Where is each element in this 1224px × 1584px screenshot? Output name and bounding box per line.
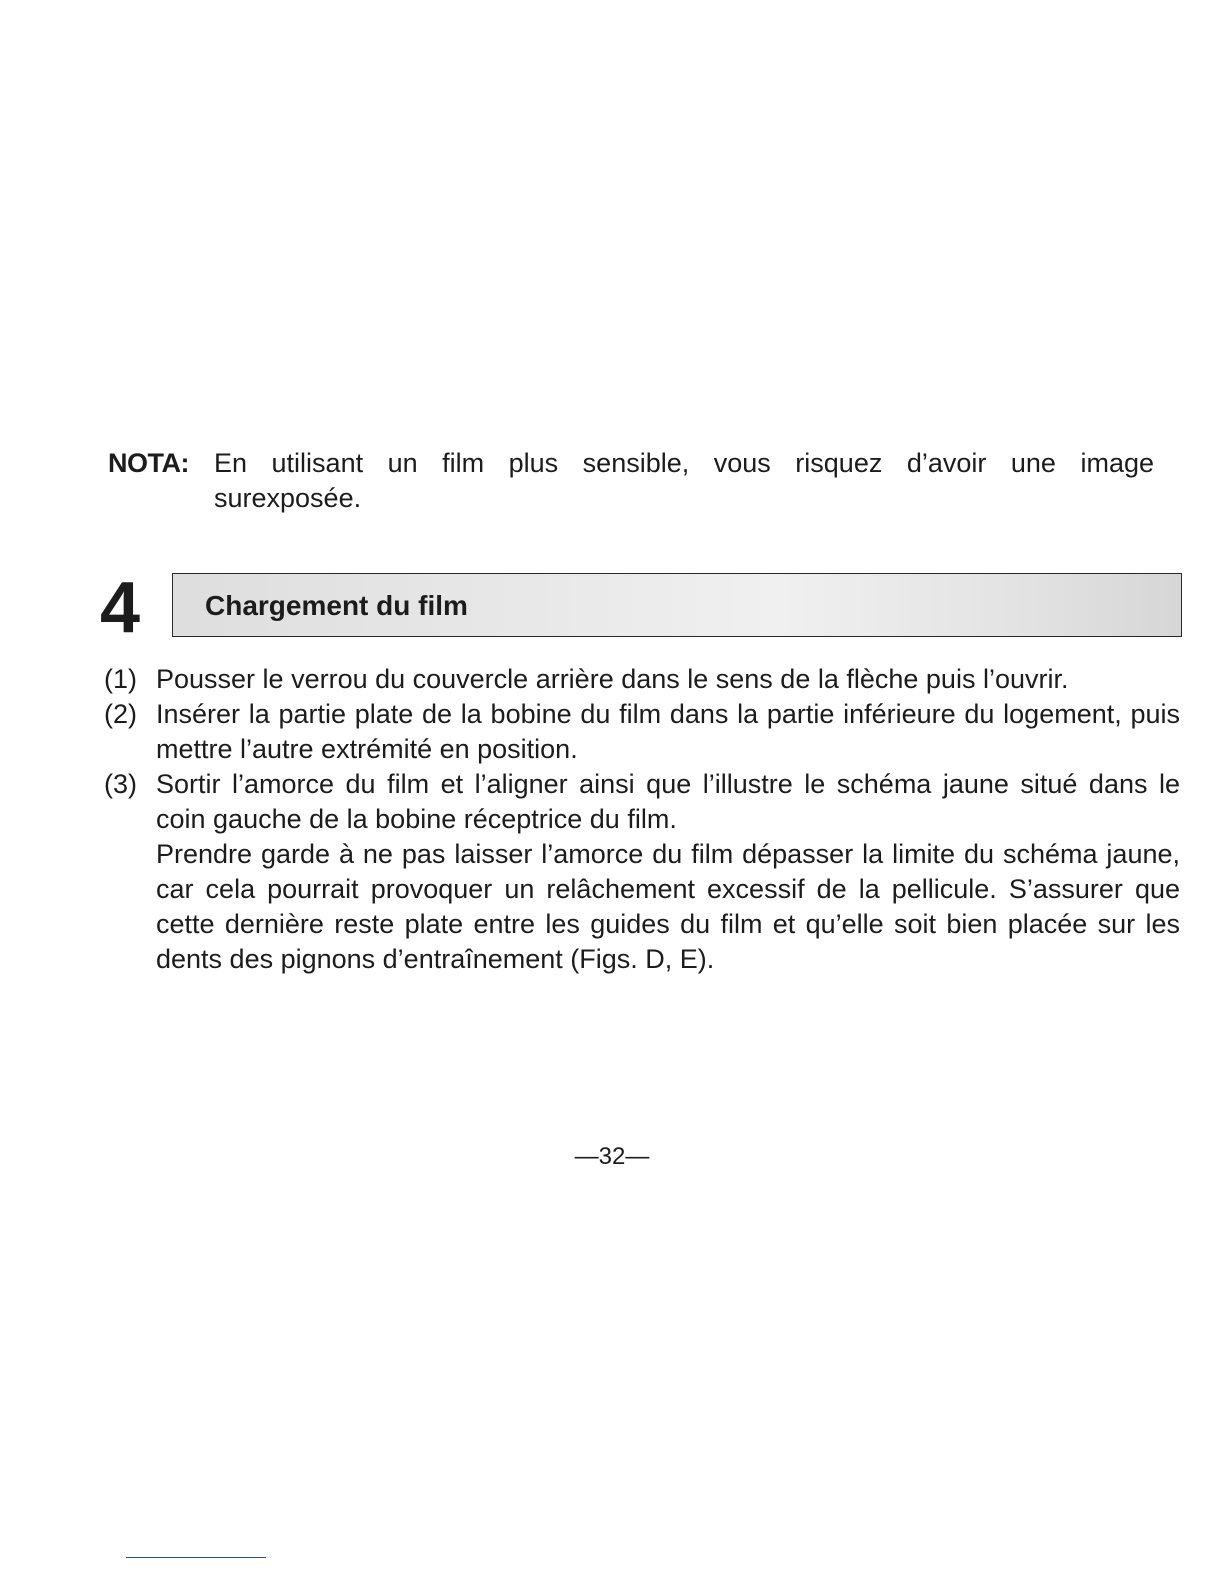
step-number: (3) <box>104 769 137 799</box>
steps-list <box>104 662 1180 977</box>
step-number: (1) <box>104 664 137 694</box>
section-title: Chargement du film <box>205 590 468 621</box>
step-number: (2) <box>104 699 137 729</box>
bottom-rule <box>126 1557 266 1558</box>
step-body <box>156 767 1180 977</box>
section-header-bar <box>172 573 1182 637</box>
nota-text: En utilisant un film plus sensible, vous risquez d’avoir une image surexposée. <box>214 448 1154 513</box>
step-paragraph: Prendre garde à ne pas laisser l’amorce du film dépasser la limite du schéma jaune, car cela pourrait provoquer un relâchement excessif de la pellicule. S’assurer que cette dernière reste plate entre les guides du film et qu’elle soit bien placée sur les dents des pignons d’entraînement (Figs. D, E). <box>156 839 1180 974</box>
step-paragraph: Sortir l’amorce du film et l’aligner ainsi que l’illustre le schéma jaune situé dans le coin gauche de la bobine réceptrice du film. <box>156 769 1180 834</box>
step-item <box>104 662 1180 697</box>
step-body <box>156 662 1180 697</box>
step-body <box>156 697 1180 767</box>
nota-label: NOTA: <box>108 448 189 478</box>
step-item <box>104 767 1180 977</box>
step-paragraph: Pousser le verrou du couvercle arrière dans le sens de la flèche puis l’ouvrir. <box>156 664 1069 694</box>
page-number: —32— <box>574 1143 650 1170</box>
section-number: 4 <box>100 568 139 648</box>
step-item <box>104 697 1180 767</box>
step-paragraph: Insérer la partie plate de la bobine du film dans la partie inférieure du logement, puis mettre l’autre extrémité en position. <box>156 699 1180 764</box>
nota-block <box>108 446 1168 516</box>
